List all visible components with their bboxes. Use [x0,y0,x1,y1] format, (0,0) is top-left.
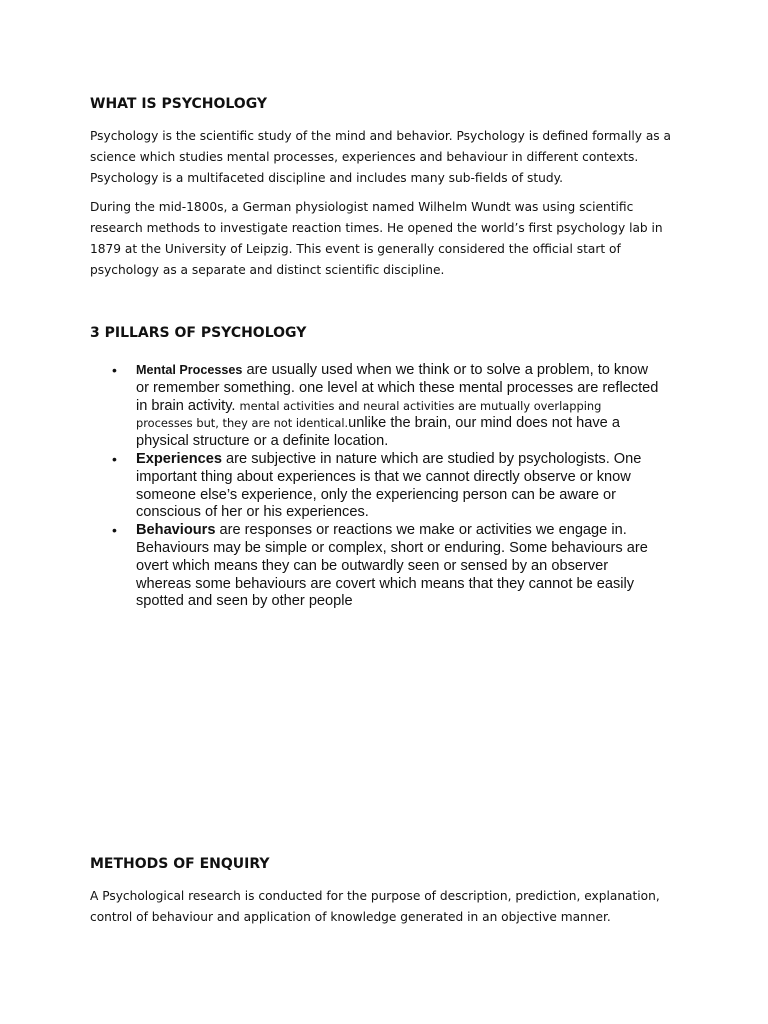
text-line: 1879 at the University of Leipzig. This event is generally considered the official start of [90,242,621,256]
text-line: Psychology is the scientific study of the mind and behavior. Psychology is defined formally as a [90,129,671,143]
text-fragment: are subjective in nature which are studied by psychologists. One [222,450,642,467]
text-line: science which studies mental processes, experiences and behaviour in different contexts. [90,150,639,164]
text-fragment: are responses or reactions we make or activities we engage in. [215,522,627,539]
bullet-icon: • [112,450,117,467]
section-heading-what-is-psychology: WHAT IS PSYCHOLOGY [90,96,268,112]
methods-paragraph [90,886,680,928]
text-line [136,362,682,380]
term-behaviours: Behaviours [136,522,216,539]
list-item-behaviours [112,522,682,611]
text-line [136,398,682,416]
text-line: control of behaviour and application of knowledge generated in an objective manner. [90,910,611,924]
history-paragraph [90,197,680,281]
text-line: Psychology is a multifaceted discipline and includes many sub-fields of study. [90,171,563,185]
text-line: research methods to investigate reaction times. He opened the world’s first psychology lab in [90,221,663,235]
text-fragment: are usually used when we think or to solve a problem, to know [242,362,649,378]
bullet-icon: • [112,522,117,539]
list-item-mental-processes [112,362,682,451]
intro-paragraph [90,126,680,189]
text-fragment: in brain activity. [136,397,240,414]
text-line: or remember something. one level at which these mental processes are reflected [136,379,659,396]
text-line: A Psychological research is conducted for the purpose of description, prediction, explanation, [90,889,660,903]
list-item-experiences [112,451,682,522]
pillars-list [112,362,682,611]
text-line: overt which means they can be outwardly seen or sensed by an observer [136,557,609,574]
text-line: someone else’s experience, only the experiencing person can be aware or [136,486,616,503]
text-line: psychology as a separate and distinct scientific discipline. [90,263,445,277]
text-fragment: unlike the brain, our mind does not have a [348,415,620,432]
term-experiences: Experiences [136,450,222,467]
text-line: conscious of her or his experiences. [136,504,369,521]
text-fragment: processes but, they are not identical. [136,416,349,431]
text-line [136,451,682,469]
text-line: physical structure or a definite location. [136,433,389,450]
text-line: whereas some behaviours are covert which means that they cannot be easily [136,575,635,592]
text-line: important thing about experiences is that we cannot directly observe or know [136,468,631,485]
text-line: Behaviours may be simple or complex, short or enduring. Some behaviours are [136,539,648,556]
text-fragment: mental activities and neural activities are mutually overlapping [239,398,602,413]
text-line: spotted and seen by other people [136,593,353,610]
text-line [136,522,682,540]
text-line [136,415,682,433]
text-line: During the mid-1800s, a German physiologist named Wilhelm Wundt was using scientific [90,200,634,214]
bullet-icon: • [112,362,117,378]
section-heading-methods: METHODS OF ENQUIRY [90,856,270,872]
section-heading-pillars: 3 PILLARS OF PSYCHOLOGY [90,325,307,341]
term-mental-processes: Mental Processes [136,363,243,377]
